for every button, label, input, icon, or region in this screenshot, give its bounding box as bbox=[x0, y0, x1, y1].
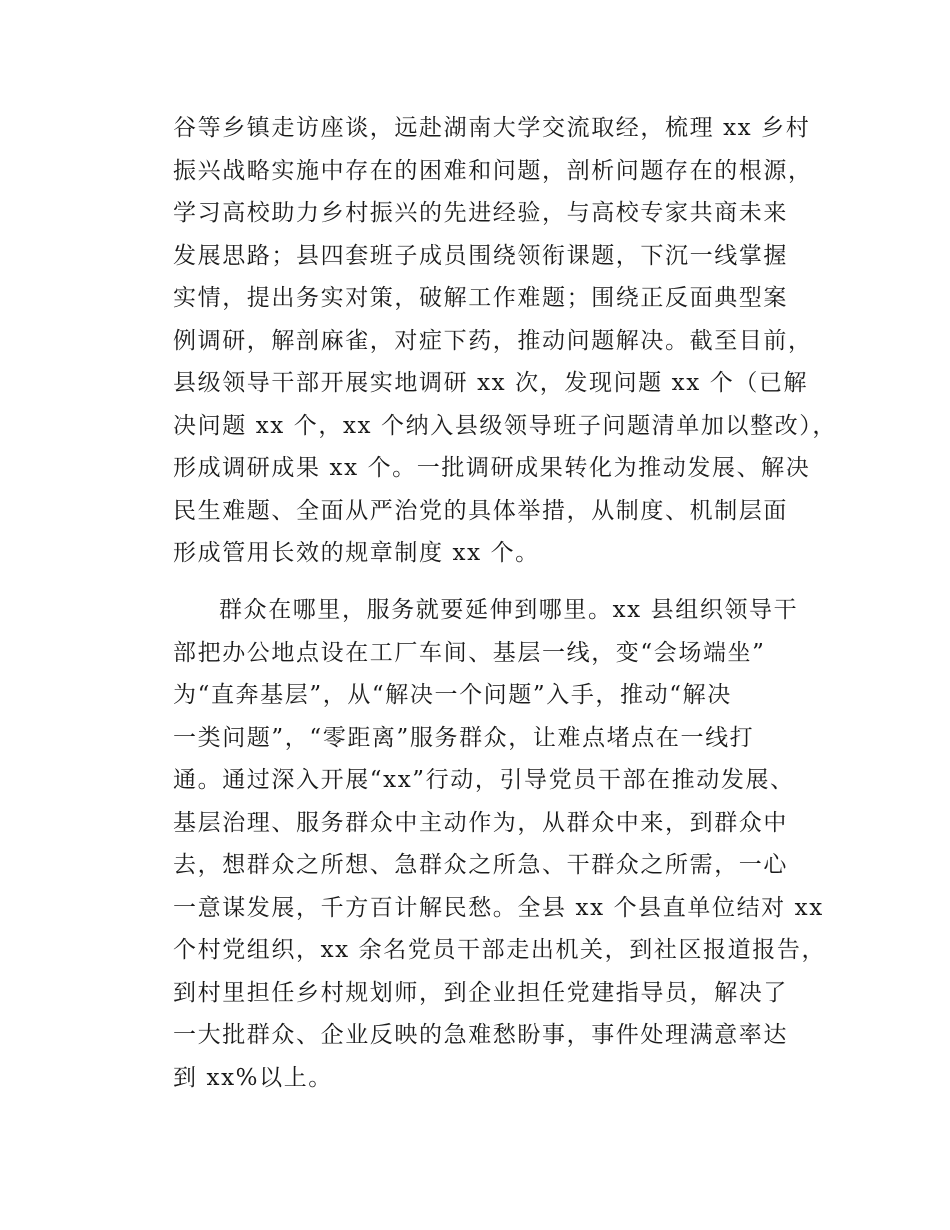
text-line: 谷等乡镇走访座谈，远赴湖南大学交流取经，梳理 xx 乡村 bbox=[173, 115, 811, 141]
text-line: 形成调研成果 xx 个。一批调研成果转化为推动发展、解决 bbox=[173, 455, 811, 481]
text-line: 通。通过深入开展“xx”行动，引导党员干部在推动发展、 bbox=[173, 767, 795, 793]
text-line: 个村党组织，xx 余名党员干部走出机关，到社区报道报告， bbox=[173, 937, 827, 963]
text-line: 决问题 xx 个，xx 个纳入县级领导班子问题清单加以整改）， bbox=[173, 412, 837, 439]
text-line: 形成管用长效的规章制度 xx 个。 bbox=[173, 540, 540, 566]
paragraph-serve-the-masses bbox=[173, 589, 827, 1099]
text-line: 到 xx%以上。 bbox=[173, 1064, 333, 1091]
text-line: 例调研，解剖麻雀，对症下药，推动问题解决。截至目前， bbox=[173, 327, 813, 354]
text-line: 部把办公地点设在工厂车间、基层一线，变“会场端坐” bbox=[173, 639, 766, 666]
text-line: 学习高校助力乡村振兴的先进经验，与高校专家共商未来 bbox=[173, 200, 788, 226]
text-line: 为“直奔基层”，从“解决一个问题”入手，推动“解决 bbox=[173, 682, 732, 708]
text-line: 基层治理、服务群众中主动作为，从群众中来，到群众中 bbox=[173, 809, 788, 836]
text-line: 县级领导干部开展实地调研 xx 次，发现问题 xx 个（已解 bbox=[173, 370, 809, 396]
text-line: 一大批群众、企业反映的急难愁盼事，事件处理满意率达 bbox=[173, 1022, 788, 1048]
paragraph-research-results bbox=[173, 107, 837, 575]
text-line: 振兴战略实施中存在的困难和问题，剖析问题存在的根源， bbox=[173, 157, 813, 184]
text-line: 到村里担任乡村规划师，到企业担任党建指导员，解决了 bbox=[173, 979, 788, 1006]
text-line: 发展思路；县四套班子成员围绕领衔课题，下沉一线掌握 bbox=[173, 242, 788, 269]
text-line: 一意谋发展，千方百计解民愁。全县 xx 个县直单位结对 xx bbox=[173, 894, 824, 921]
text-line: 去，想群众之所想、急群众之所急、干群众之所需，一心 bbox=[173, 852, 788, 878]
text-line: 民生难题、全面从严治党的具体举措，从制度、机制层面 bbox=[173, 497, 788, 524]
text-line: 一类问题”，“零距离”服务群众，让难点堵点在一线打 bbox=[173, 724, 755, 751]
text-line: 群众在哪里，服务就要延伸到哪里。xx 县组织领导干 bbox=[219, 597, 799, 623]
text-line: 实情，提出务实对策，破解工作难题；围绕正反面典型案 bbox=[173, 285, 788, 311]
